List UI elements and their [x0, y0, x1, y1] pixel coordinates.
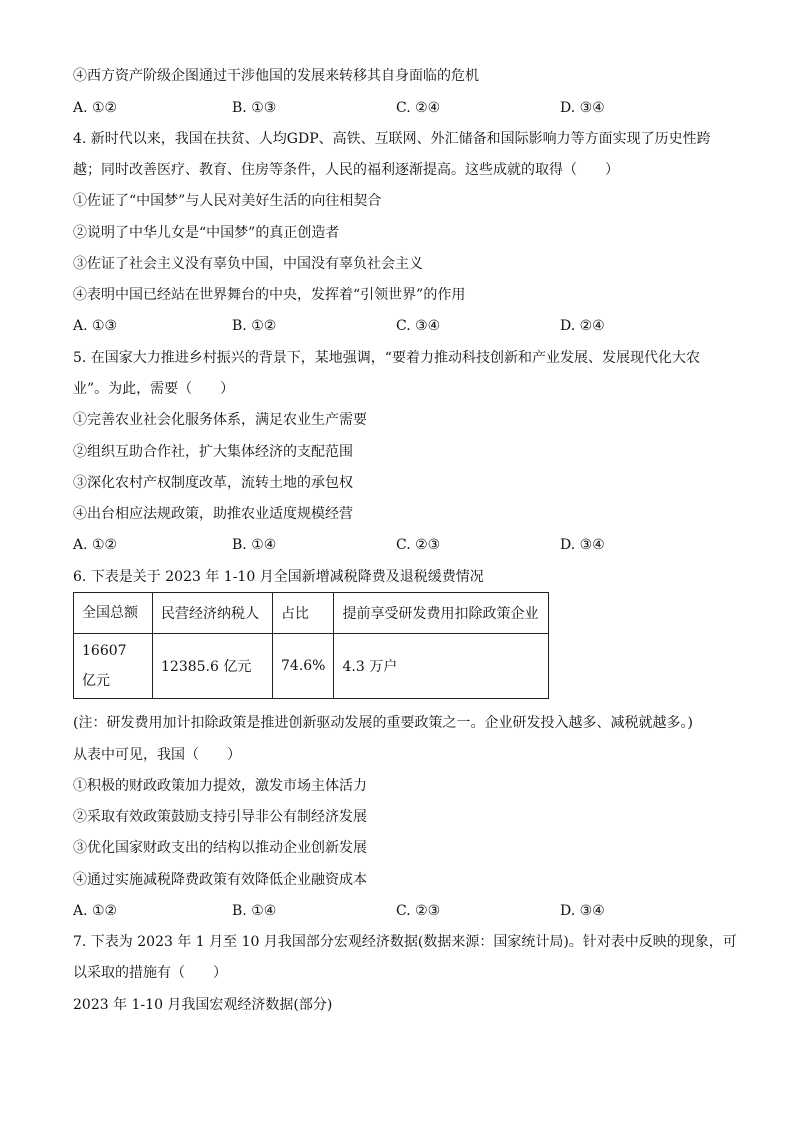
q3-options — [73, 99, 733, 117]
q5-stem-line-1: 5. 在国家大力推进乡村振兴的背景下，某地强调，“要着力推动科技创新和产业发展、发展现代化大农 — [73, 350, 700, 366]
q3-option-a: A. ①② — [73, 100, 118, 116]
q4-option-b: B. ①② — [232, 318, 277, 334]
table-cell: 4.3 万户 — [334, 634, 549, 699]
table-header-cell: 占比 — [273, 593, 334, 634]
q6-item-3: ③优化国家财政支出的结构以推动企业创新发展 — [73, 840, 367, 856]
q5-options — [73, 536, 733, 554]
q6-options — [73, 902, 733, 920]
q6-note: (注：研发费用加计扣除政策是推进创新驱动发展的重要政策之一。企业研发投入越多、减税就越多。) — [73, 715, 693, 731]
q6-stem: 6. 下表是关于 2023 年 1-10 月全国新增减税降费及退税缓费情况 — [73, 569, 484, 585]
q3-option-b: B. ①③ — [232, 100, 277, 116]
q6-item-1: ①积极的财政政策加力提效，激发市场主体活力 — [73, 778, 367, 794]
q7-stem-line-1: 7. 下表为 2023 年 1 月至 10 月我国部分宏观经济数据(数据来源：国家统计局)。针对表中反映的现象，可 — [73, 934, 737, 950]
q6-question: 从表中可见，我国（ ） — [73, 747, 241, 763]
q4-options — [73, 317, 733, 335]
table-cell: 16607 亿元 — [74, 634, 153, 699]
q6-option-d: D. ③④ — [560, 903, 605, 919]
q3-item-4: ④西方资产阶级企图通过干涉他国的发展来转移其自身面临的危机 — [73, 68, 479, 84]
table-cell: 74.6% — [273, 634, 334, 699]
q6-item-2: ②采取有效政策鼓励支持引导非公有制经济发展 — [73, 809, 367, 825]
q5-option-d: D. ③④ — [560, 537, 605, 553]
q6-item-4: ④通过实施减税降费政策有效降低企业融资成本 — [73, 872, 367, 888]
q5-option-b: B. ①④ — [232, 537, 277, 553]
q4-item-4: ④表明中国已经站在世界舞台的中央，发挥着“引领世界”的作用 — [73, 287, 466, 303]
q4-item-1: ①佐证了“中国梦”与人民对美好生活的向往相契合 — [73, 193, 382, 209]
q4-option-a: A. ①③ — [73, 318, 118, 334]
q4-option-c: C. ③④ — [396, 318, 441, 334]
q6-option-c: C. ②③ — [396, 903, 441, 919]
q3-option-d: D. ③④ — [560, 100, 605, 116]
table-header-cell: 提前享受研发费用扣除政策企业 — [334, 593, 549, 634]
tax-relief-table — [73, 592, 549, 699]
q4-item-3: ③佐证了社会主义没有辜负中国，中国没有辜负社会主义 — [73, 256, 423, 272]
q4-option-d: D. ②④ — [560, 318, 605, 334]
table-header-row — [74, 593, 549, 634]
q3-option-c: C. ②④ — [396, 100, 441, 116]
q4-stem-line-2: 越；同时改善医疗、教育、住房等条件，人民的福利逐渐提高。这些成就的取得（ ） — [73, 162, 619, 178]
table-row — [74, 634, 549, 699]
q5-option-a: A. ①② — [73, 537, 118, 553]
q5-item-3: ③深化农村产权制度改革，流转土地的承包权 — [73, 475, 353, 491]
table-header-cell: 全国总额 — [74, 593, 153, 634]
q4-item-2: ②说明了中华儿女是“中国梦”的真正创造者 — [73, 225, 340, 241]
q7-table-title: 2023 年 1-10 月我国宏观经济数据(部分) — [73, 997, 333, 1013]
q4-stem-line-1: 4. 新时代以来，我国在扶贫、人均GDP、高铁、互联网、外汇储备和国际影响力等方面实现了历史性跨 — [73, 131, 711, 147]
table-header-cell: 民营经济纳税人 — [153, 593, 273, 634]
q6-option-b: B. ①④ — [232, 903, 277, 919]
table-cell: 12385.6 亿元 — [153, 634, 273, 699]
q7-stem-line-2: 以采取的措施有（ ） — [73, 965, 227, 981]
q5-option-c: C. ②③ — [396, 537, 441, 553]
q5-item-2: ②组织互助合作社，扩大集体经济的支配范围 — [73, 444, 353, 460]
q5-item-4: ④出台相应法规政策，助推农业适度规模经营 — [73, 506, 353, 522]
q5-item-1: ①完善农业社会化服务体系，满足农业生产需要 — [73, 412, 367, 428]
q6-option-a: A. ①② — [73, 903, 118, 919]
q5-stem-line-2: 业”。为此，需要（ ） — [73, 381, 235, 397]
